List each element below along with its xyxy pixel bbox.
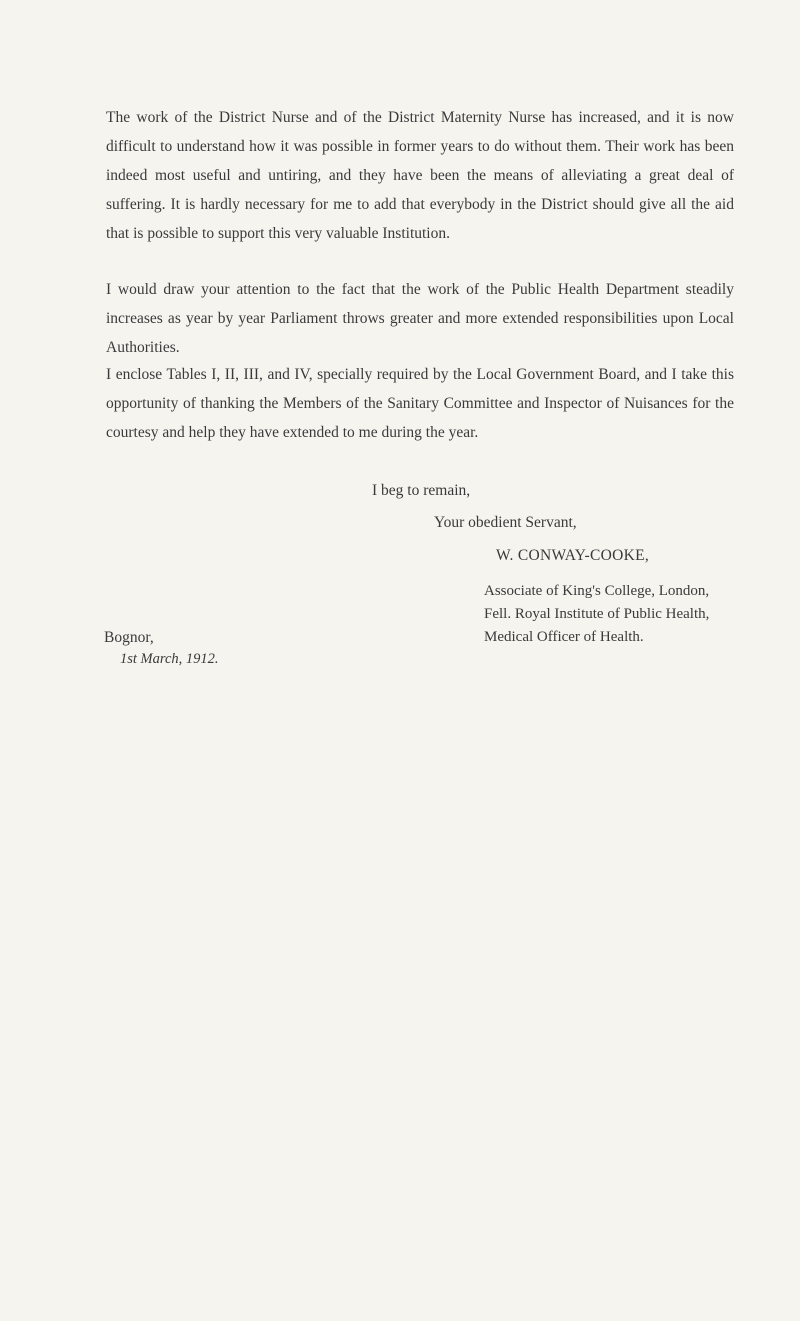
signature-name: W. CONWAY-COOKE,: [496, 547, 650, 564]
closing-remain: I beg to remain,: [372, 482, 471, 499]
paragraph-tables-thanks: I enclose Tables I, II, III, and IV, specially required by the Local Government Board, and I take this opportunity of thanking the Members of the Sanitary Committee and Inspector of Nuisances for the courtesy and help they have extended to me during the year.: [106, 366, 734, 441]
closing-servant: Your obedient Servant,: [434, 514, 577, 531]
letter-place: Bognor,: [104, 629, 154, 646]
credential-kings-college: Associate of King's College, London,: [484, 583, 710, 599]
paragraph-district-nurse: The work of the District Nurse and of the District Maternity Nurse has increased, and it is now difficult to understand how it was possible in former years to do without them. Their work has been indeed most useful and untiring, and they have been the means of alleviating a great deal of suffering. It is hardly necessary for me to add that everybody in the District should give all the aid that is possible to support this very valuable Institution.: [106, 109, 734, 242]
credential-royal-institute: Fell. Royal Institute of Public Health,: [484, 606, 710, 622]
credential-medical-officer: Medical Officer of Health.: [484, 629, 644, 645]
paragraph-public-health: I would draw your attention to the fact that the work of the Public Health Department steadily increases as year by year Parliament throws greater and more extended responsibilities upon Local Authorities.: [106, 281, 734, 356]
letter-date: 1st March, 1912.: [120, 651, 219, 667]
